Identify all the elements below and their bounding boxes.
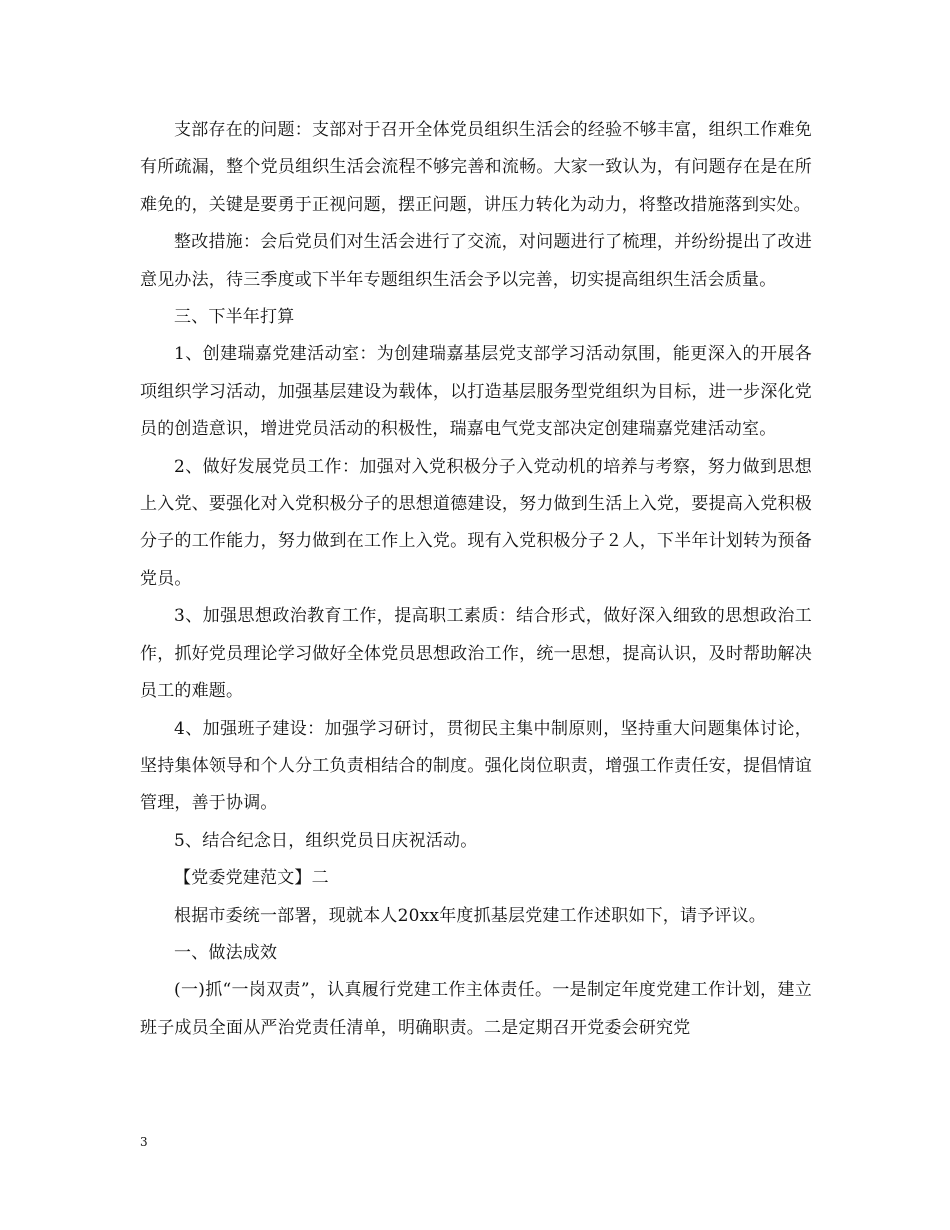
paragraph-one-post-two-duties: (一)抓“一岗双责”，认真履行党建工作主体责任。一是制定年度党建工作计划，建立班子成员全面从严治党责任清单，明确职责。二是定期召开党委会研究党 bbox=[140, 980, 812, 1038]
paragraph-plan-item-1: 1、创建瑞嘉党建活动室：为创建瑞嘉基层党支部学习活动氛围，能更深入的开展各项组织学习活动，加强基层建设为载体，以打造基层服务型党组织为目标，进一步深化党员的创造意识，增进党员活动的积极性，瑞嘉电气党支部决定创建瑞嘉党建活动室。 bbox=[140, 344, 812, 440]
section-heading-practices-results: 一、做法成效 bbox=[174, 942, 278, 963]
paragraph-plan-item-3: 3、加强思想政治教育工作，提高职工素质：结合形式，做好深入细致的思想政治工作，抓好党员理论学习做好全体党员思想政治工作，统一思想，提高认识，及时帮助解决员工的难题。 bbox=[140, 606, 812, 702]
paragraph-plan-item-5: 5、结合纪念日，组织党员日庆祝活动。 bbox=[174, 830, 478, 851]
page-number: 3 bbox=[140, 1135, 148, 1149]
paragraph-rectification-measures: 整改措施：会后党员们对生活会进行了交流，对问题进行了梳理，并纷纷提出了改进意见办法，待三季度或下半年专题组织生活会予以完善，切实提高组织生活会质量。 bbox=[140, 232, 812, 290]
section-title-sample-two: 【党委党建范文】二 bbox=[174, 868, 329, 889]
paragraph-report-intro: 根据市委统一部署，现就本人20xx年度抓基层党建工作述职如下，请予评议。 bbox=[174, 905, 767, 926]
paragraph-branch-problems: 支部存在的问题：支部对于召开全体党员组织生活会的经验不够丰富，组织工作难免有所疏漏，整个党员组织生活会流程不够完善和流畅。大家一致认为，有问题存在是在所难免的，关键是要勇于正视问题，摆正问题，讲压力转化为动力，将整改措施落到实处。 bbox=[140, 120, 812, 215]
document-body bbox=[140, 112, 812, 1047]
paragraph-plan-item-2: 2、做好发展党员工作：加强对入党积极分子入党动机的培养与考察，努力做到思想上入党、要强化对入党积极分子的思想道德建设，努力做到生活上入党，要提高入党积极分子的工作能力，努力做到在工作上入党。现有入党积极分子２人，下半年计划转为预备党员。 bbox=[140, 456, 812, 589]
paragraph-plan-item-4: 4、加强班子建设：加强学习研讨，贯彻民主集中制原则，坚持重大问题集体讨论，坚持集体领导和个人分工负责相结合的制度。强化岗位职责，增强工作责任安，提倡情谊管理，善于协调。 bbox=[140, 718, 812, 814]
section-heading-second-half-plan: 三、下半年打算 bbox=[174, 307, 295, 328]
